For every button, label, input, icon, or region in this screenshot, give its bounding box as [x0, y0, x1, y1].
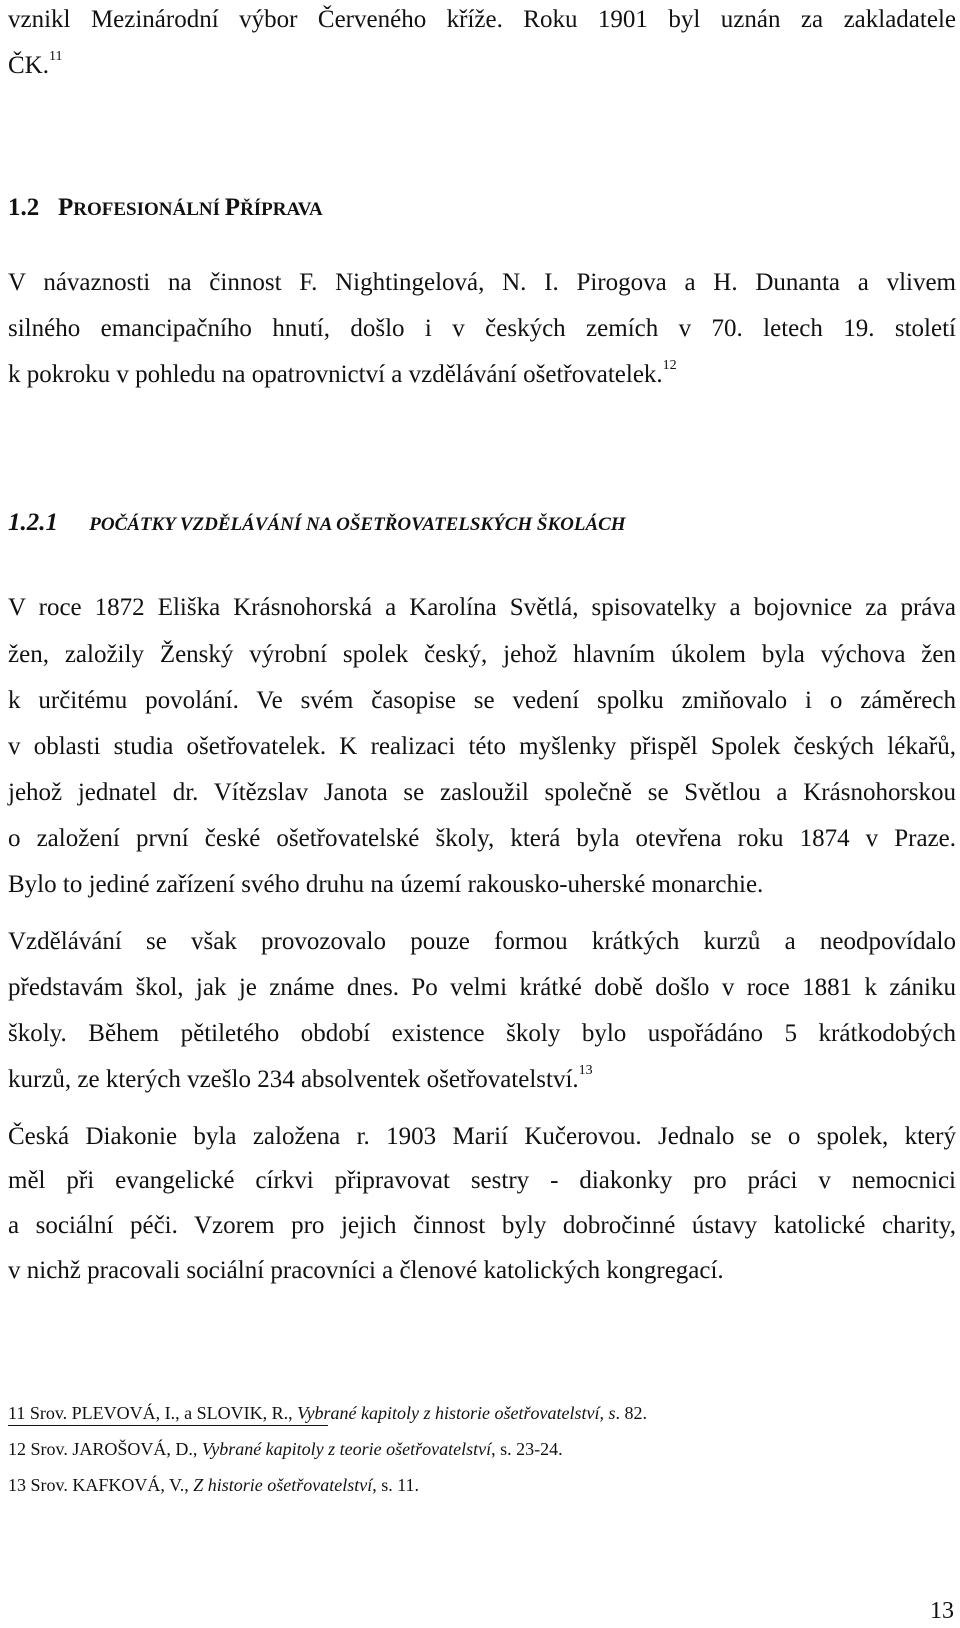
footnote: 13 Srov. KAFKOVÁ, V., Z historie ošetřovatelství, s. 11.	[8, 1475, 420, 1495]
section-number: 1.2	[8, 194, 40, 221]
subsection-number: 1.2.1	[8, 509, 58, 536]
body-text-line: měl při evangelické církvi připravovat sestry - diakonky pro práci v nemocnici	[8, 1167, 956, 1194]
body-text-line: k určitému povolání. Ve svém časopise se vedení spolku zmiňovalo i o záměrech	[8, 687, 956, 714]
body-text-line: V návaznosti na činnost F. Nightingelová, N. I. Pirogova a H. Dunanta a vlivem	[8, 269, 956, 296]
footnote-ref[interactable]: 12	[662, 358, 677, 373]
footnote-ref[interactable]: 13	[578, 1063, 593, 1078]
footnote-separator	[8, 1425, 328, 1426]
footnote: 12 Srov. JAROŠOVÁ, D., Vybrané kapitoly z teorie ošetřovatelství, s. 23-24.	[8, 1439, 563, 1459]
footnote-ref[interactable]: 11	[48, 49, 63, 64]
body-text-line: Česká Diakonie byla založena r. 1903 Marií Kučerovou. Jednalo se o spolek, který	[8, 1123, 956, 1150]
body-text-line: v oblasti studia ošetřovatelek. K realizaci této myšlenky přispěl Spolek českých lékařů,	[8, 733, 956, 760]
body-text-line: silného emancipačního hnutí, došlo i v českých zemích v 70. letech 19. století	[8, 315, 956, 342]
body-text-line: školy. Během pětiletého období existence školy bylo uspořádáno 5 krátkodobých	[8, 1020, 956, 1047]
page-number: 13	[930, 1598, 954, 1624]
footnote: 11 Srov. PLEVOVÁ, I., a SLOVIK, R., Vybrané kapitoly z historie ošetřovatelství, s. 82.	[8, 1403, 647, 1423]
subsection-heading	[8, 508, 956, 540]
body-text-line: k pokroku v pohledu na opatrovnictví a vzdělávání ošetřovatelek.$^{12}$	[8, 358, 677, 388]
body-text-line: v nichž pracovali sociální pracovníci a členové katolických kongregací.	[8, 1257, 724, 1284]
body-text-line: představám škol, jak je známe dnes. Po velmi krátké době došlo v roce 1881 k zániku	[8, 974, 956, 1001]
subsection-title: POČÁTKY VZDĚLÁVÁNÍ NA OŠETŘOVATELSKÝCH ŠKOLÁCH	[89, 514, 626, 535]
body-text-line: o založení první české ošetřovatelské školy, která byla otevřena roku 1874 v Praze.	[8, 825, 956, 852]
body-text-line: ČK.$^{11}$	[8, 49, 63, 79]
body-text-line: V roce 1872 Eliška Krásnohorská a Karolína Světlá, spisovatelky a bojovnice za práva	[8, 594, 956, 621]
body-text-line: kurzů, ze kterých vzešlo 234 absolventek ošetřovatelství.$^{13}$	[8, 1063, 593, 1093]
body-text-line: vznikl Mezinárodní výbor Červeného kříže. Roku 1901 byl uznán za zakladatele	[8, 6, 956, 33]
section-heading: 1.2 PROFESIONÁLNÍ PŘÍPRAVA	[8, 194, 323, 221]
body-text-line: Vzdělávání se však provozovalo pouze formou krátkých kurzů a neodpovídalo	[8, 928, 956, 955]
body-text-line: a sociální péči. Vzorem pro jejich činnost byly dobročinné ústavy katolické charity,	[8, 1212, 956, 1239]
body-text-line: jehož jednatel dr. Vítězslav Janota se zasloužil společně se Světlou a Krásnohorskou	[8, 779, 956, 806]
body-text-line: Bylo to jediné zařízení svého druhu na území rakousko-uherské monarchie.	[8, 871, 764, 898]
body-text-line: žen, založily Ženský výrobní spolek český, jehož hlavním úkolem byla výchova žen	[8, 641, 956, 668]
